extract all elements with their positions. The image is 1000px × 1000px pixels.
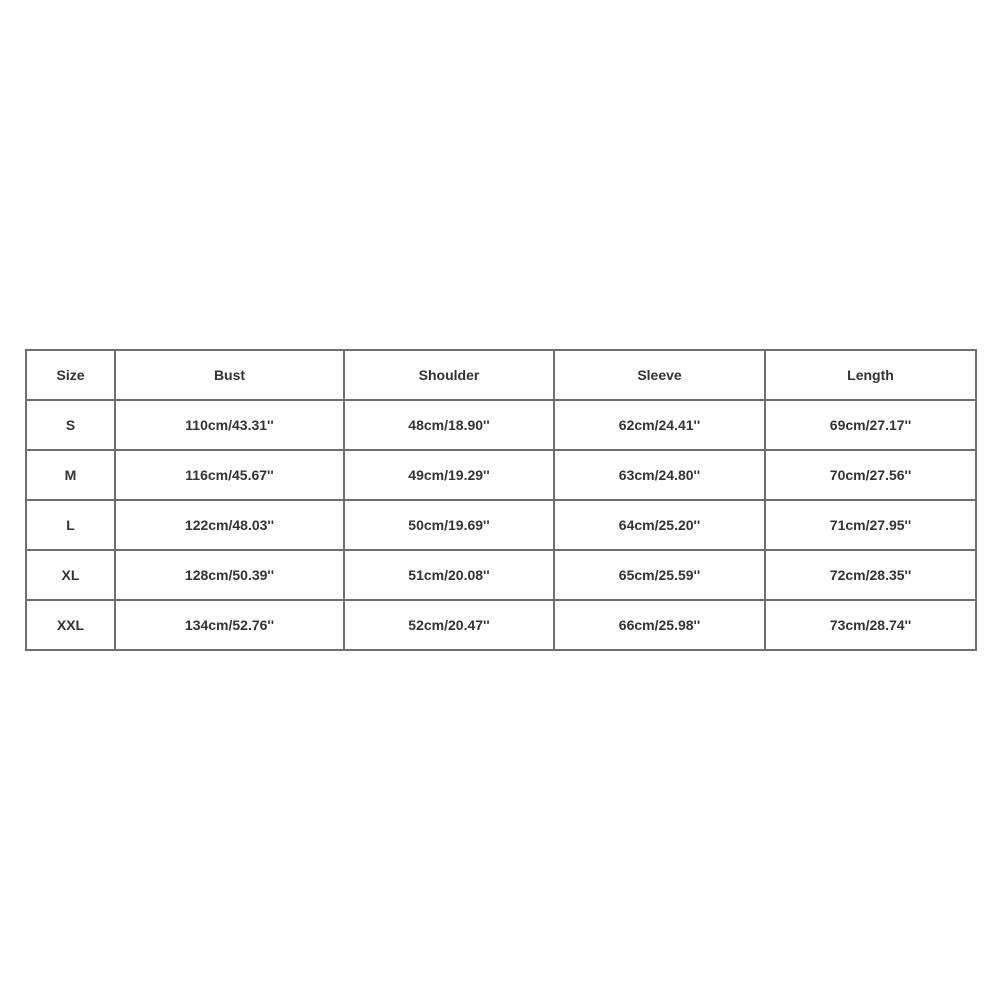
- shoulder-cell: 52cm/20.47'': [344, 600, 554, 650]
- header-shoulder: Shoulder: [344, 350, 554, 400]
- table-row: [26, 500, 976, 550]
- length-cell: 71cm/27.95'': [765, 500, 976, 550]
- shoulder-cell: 50cm/19.69'': [344, 500, 554, 550]
- shoulder-cell: 48cm/18.90'': [344, 400, 554, 450]
- sleeve-cell: 62cm/24.41'': [554, 400, 765, 450]
- size-cell: XL: [26, 550, 115, 600]
- bust-cell: 122cm/48.03'': [115, 500, 344, 550]
- sleeve-cell: 63cm/24.80'': [554, 450, 765, 500]
- length-cell: 70cm/27.56'': [765, 450, 976, 500]
- shoulder-cell: 49cm/19.29'': [344, 450, 554, 500]
- size-cell: L: [26, 500, 115, 550]
- table-row: [26, 600, 976, 650]
- header-bust: Bust: [115, 350, 344, 400]
- sleeve-cell: 65cm/25.59'': [554, 550, 765, 600]
- length-cell: 69cm/27.17'': [765, 400, 976, 450]
- sleeve-cell: 66cm/25.98'': [554, 600, 765, 650]
- table-row: [26, 450, 976, 500]
- table-row: [26, 550, 976, 600]
- size-cell: M: [26, 450, 115, 500]
- shoulder-cell: 51cm/20.08'': [344, 550, 554, 600]
- header-sleeve: Sleeve: [554, 350, 765, 400]
- length-cell: 72cm/28.35'': [765, 550, 976, 600]
- length-cell: 73cm/28.74'': [765, 600, 976, 650]
- size-chart-table: [25, 349, 977, 651]
- bust-cell: 116cm/45.67'': [115, 450, 344, 500]
- size-cell: XXL: [26, 600, 115, 650]
- bust-cell: 110cm/43.31'': [115, 400, 344, 450]
- header-size: Size: [26, 350, 115, 400]
- header-length: Length: [765, 350, 976, 400]
- bust-cell: 128cm/50.39'': [115, 550, 344, 600]
- sleeve-cell: 64cm/25.20'': [554, 500, 765, 550]
- bust-cell: 134cm/52.76'': [115, 600, 344, 650]
- size-cell: S: [26, 400, 115, 450]
- table-row: [26, 400, 976, 450]
- table-header-row: [26, 350, 976, 400]
